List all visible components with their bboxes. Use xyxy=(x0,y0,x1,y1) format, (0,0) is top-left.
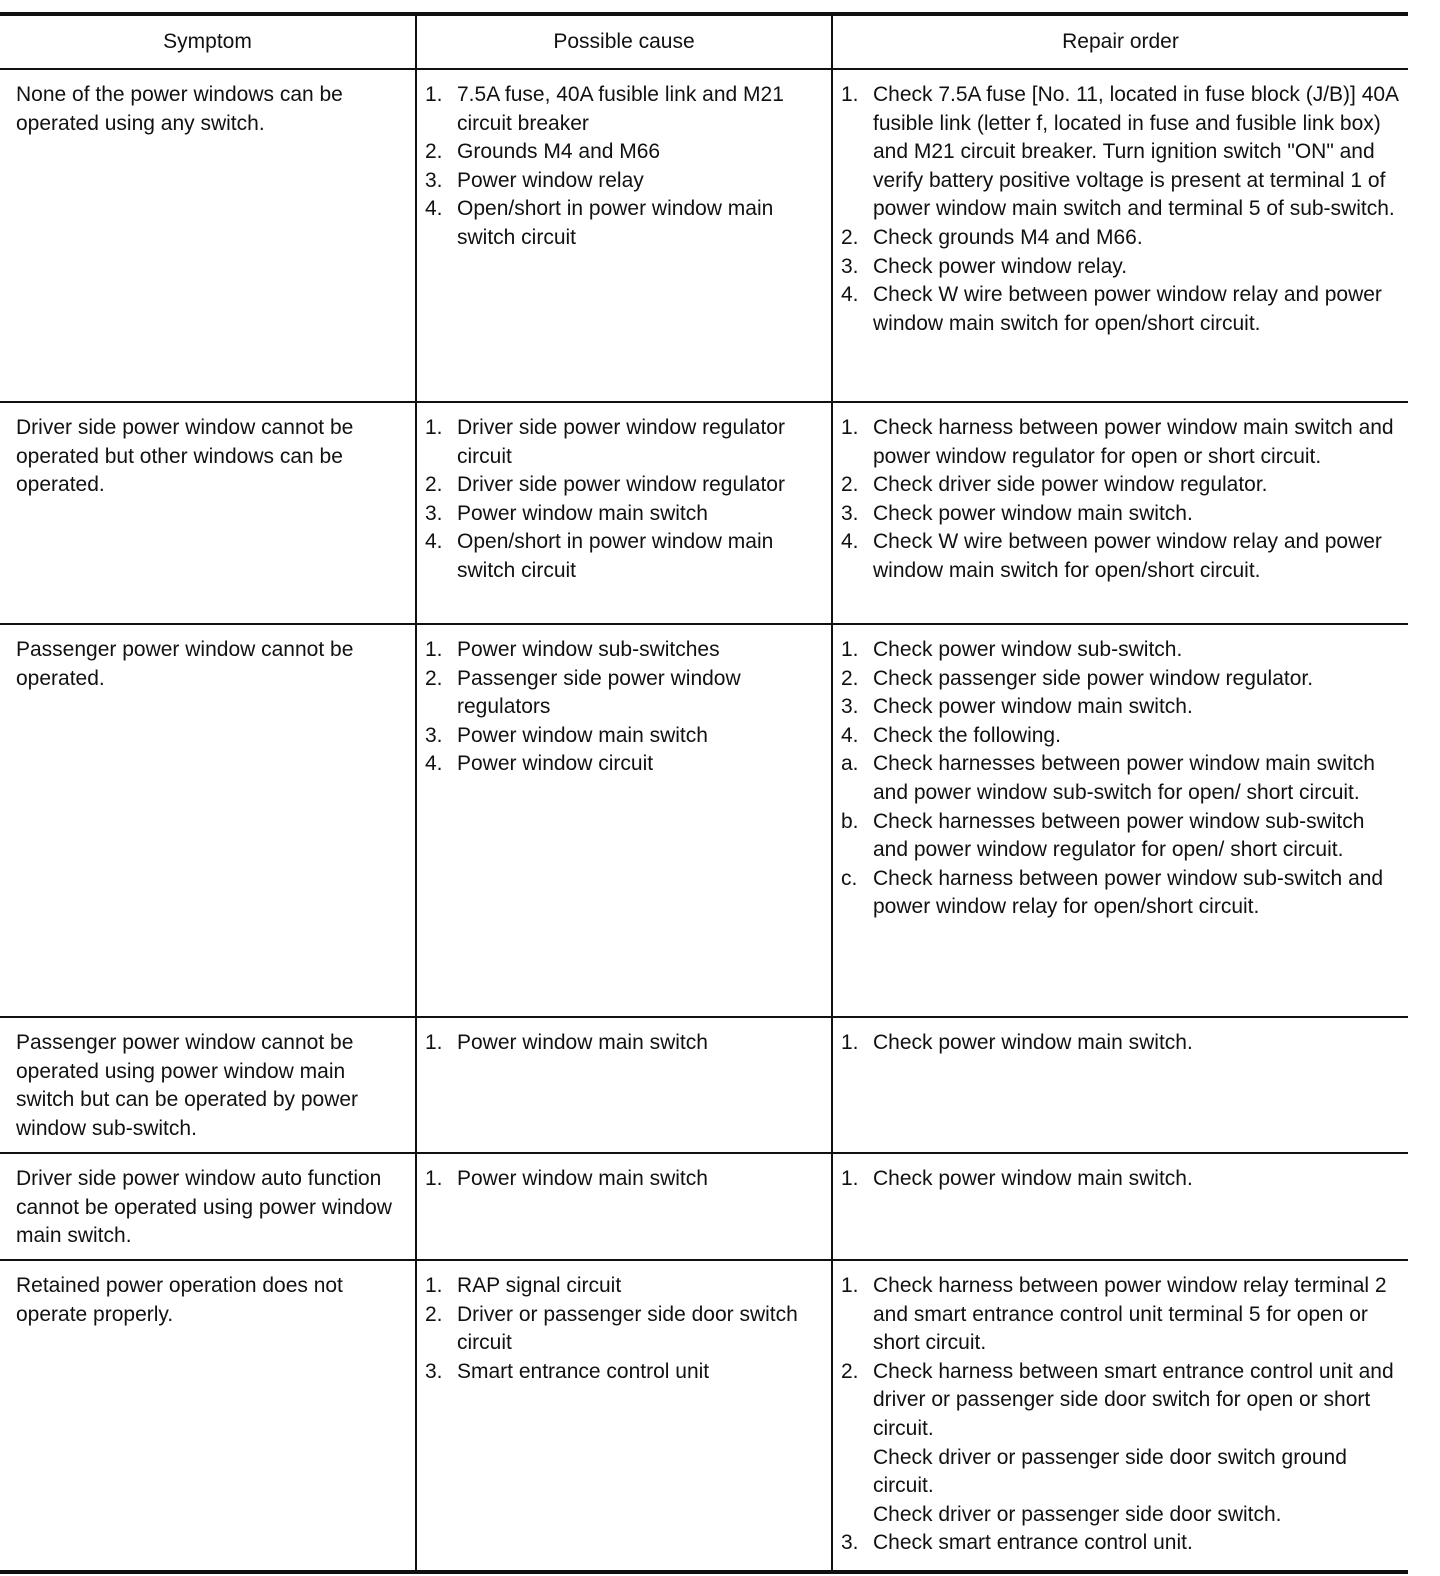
cause-cell xyxy=(416,69,832,402)
repair-item-text: Check power window main switch. xyxy=(873,1031,1193,1054)
repair-item-text: Check driver or passenger side door switch ground circuit. xyxy=(873,1445,1347,1498)
cause-item-list xyxy=(425,1272,825,1386)
cause-cell xyxy=(416,624,832,1017)
cause-item-text: Power window main switch xyxy=(457,723,708,747)
cause-item xyxy=(425,1272,825,1301)
repair-item xyxy=(841,808,1398,865)
cause-item xyxy=(425,81,825,138)
repair-item-number: 2. xyxy=(841,1359,859,1383)
repair-cell xyxy=(832,1260,1408,1572)
cause-item-text: Power window circuit xyxy=(457,752,654,776)
cause-item-number: 4. xyxy=(425,530,443,554)
cause-item-number: 3. xyxy=(425,1359,443,1383)
repair-item xyxy=(841,750,1398,807)
repair-item xyxy=(841,665,1398,694)
cause-item-number: 4. xyxy=(425,197,443,221)
cause-item-text: Driver side power window regulator xyxy=(457,473,785,497)
repair-item-text: Check smart entrance control unit. xyxy=(873,1531,1193,1555)
repair-item-text: Check harness between power window relay terminal 2 and smart entrance control unit terminal 5 for open or short circuit. xyxy=(873,1274,1387,1355)
table-row xyxy=(0,1017,1408,1153)
repair-item xyxy=(841,1444,1398,1501)
repair-item-list xyxy=(841,1029,1398,1058)
cause-item-text: Power window main switch xyxy=(457,501,708,525)
table-row xyxy=(0,1153,1408,1260)
repair-cell xyxy=(832,1153,1408,1260)
repair-item-number: 1. xyxy=(841,638,859,661)
repair-item-list xyxy=(841,81,1398,338)
cause-item-number: 2. xyxy=(425,473,443,497)
cause-item xyxy=(425,195,825,252)
cause-item-text: Open/short in power window main switch circuit xyxy=(457,197,774,249)
table-row xyxy=(0,1260,1408,1572)
repair-item-text: Check power window relay. xyxy=(873,254,1128,278)
cause-item-text: Driver or passenger side door switch circuit xyxy=(457,1302,798,1355)
repair-item-number: a. xyxy=(841,752,859,776)
repair-item-text: Check 7.5A fuse [No. 11, located in fuse block (J/B)] 40A fusible link (letter f, located in fuse and fusible link box) and M21 circuit breaker. Turn ignition switch "ON" and verify battery positive voltage is present at terminal 1 of power window main switch and terminal 5 of sub-switch. xyxy=(873,83,1398,221)
repair-item-number: 2. xyxy=(841,473,859,497)
repair-cell xyxy=(832,624,1408,1017)
repair-item-text: Check power window main switch. xyxy=(873,1167,1193,1190)
repair-item-list xyxy=(841,636,1398,922)
repair-item xyxy=(841,281,1398,338)
cause-item-text: Power window sub-switches xyxy=(457,638,720,661)
repair-item-number: 3. xyxy=(841,695,859,719)
repair-item-text: Check grounds M4 and M66. xyxy=(873,225,1143,249)
repair-item xyxy=(841,1501,1398,1530)
repair-item-text: Check driver side power window regulator. xyxy=(873,473,1268,497)
cause-item-list xyxy=(425,636,825,779)
repair-item xyxy=(841,528,1398,585)
symptom-cell: Driver side power window cannot be operated but other windows can be operated. xyxy=(0,402,416,624)
repair-item-number: 1. xyxy=(841,1031,859,1054)
repair-item-number: 1. xyxy=(841,1167,859,1190)
repair-item-number: 1. xyxy=(841,1274,859,1297)
cause-item-list xyxy=(425,1165,825,1194)
repair-item xyxy=(841,636,1398,665)
cause-item-number: 1. xyxy=(425,1031,443,1054)
repair-item xyxy=(841,500,1398,529)
cause-item xyxy=(425,1029,825,1058)
cause-item-number: 3. xyxy=(425,501,443,525)
repair-item-number: 3. xyxy=(841,501,859,525)
cause-item-number: 1. xyxy=(425,638,443,661)
header-symptom: Symptom xyxy=(0,14,416,69)
symptom-cell: None of the power windows can be operated using any switch. xyxy=(0,69,416,402)
symptom-table xyxy=(0,12,1408,1574)
cause-item-list xyxy=(425,414,825,586)
repair-item-text: Check harnesses between power window main switch and power window sub-switch for open/ short circuit. xyxy=(873,752,1375,804)
cause-item xyxy=(425,1358,825,1387)
repair-item xyxy=(841,253,1398,282)
cause-item-number: 2. xyxy=(425,666,443,690)
cause-item-text: Driver side power window regulator circuit xyxy=(457,416,785,468)
cause-item-number: 4. xyxy=(425,752,443,776)
cause-cell xyxy=(416,1017,832,1153)
cause-item-number: 2. xyxy=(425,1302,443,1326)
repair-item xyxy=(841,1272,1398,1358)
cause-item xyxy=(425,528,825,585)
cause-cell xyxy=(416,402,832,624)
cause-item-text: Power window relay xyxy=(457,168,644,192)
cause-item-text: Smart entrance control unit xyxy=(457,1359,710,1383)
cause-item-text: RAP signal circuit xyxy=(457,1274,622,1297)
cause-item xyxy=(425,500,825,529)
table-row xyxy=(0,69,1408,402)
cause-item xyxy=(425,750,825,779)
cause-cell xyxy=(416,1153,832,1260)
repair-item xyxy=(841,1529,1398,1558)
repair-item-number: 2. xyxy=(841,225,859,249)
cause-item-list xyxy=(425,81,825,253)
repair-item-text: Check power window sub-switch. xyxy=(873,638,1183,661)
repair-item-text: Check harnesses between power window sub-switch and power window regulator for open/ short circuit. xyxy=(873,809,1365,862)
repair-item-text: Check harness between power window main switch and power window regulator for open or short circuit. xyxy=(873,416,1394,468)
header-row xyxy=(0,14,1408,69)
repair-item-text: Check passenger side power window regulator. xyxy=(873,666,1314,690)
cause-item-text: Grounds M4 and M66 xyxy=(457,140,661,164)
cause-item-number: 3. xyxy=(425,723,443,747)
repair-item xyxy=(841,81,1398,224)
repair-item-text: Check harness between smart entrance control unit and driver or passenger side door switch for open or short circuit. xyxy=(873,1359,1394,1440)
cause-item-number: 3. xyxy=(425,168,443,192)
cause-item-text: Passenger side power window regulators xyxy=(457,666,741,719)
cause-item xyxy=(425,471,825,500)
cause-item-text: Open/short in power window main switch circuit xyxy=(457,530,774,582)
cause-item xyxy=(425,167,825,196)
repair-item-number: b. xyxy=(841,809,859,833)
cause-cell xyxy=(416,1260,832,1572)
cause-item xyxy=(425,138,825,167)
symptom-cell: Retained power operation does not operate properly. xyxy=(0,1260,416,1572)
table-row xyxy=(0,624,1408,1017)
repair-item-text: Check harness between power window sub-switch and power window relay for open/short circuit. xyxy=(873,866,1384,919)
repair-item-number: 4. xyxy=(841,530,859,554)
cause-item-number: 1. xyxy=(425,416,443,439)
repair-item-list xyxy=(841,1165,1398,1194)
repair-item-list xyxy=(841,414,1398,586)
repair-item xyxy=(841,1165,1398,1194)
repair-item-number: 3. xyxy=(841,254,859,278)
cause-item xyxy=(425,636,825,665)
repair-item-text: Check W wire between power window relay and power window main switch for open/short circuit. xyxy=(873,283,1382,335)
repair-item-number: 4. xyxy=(841,723,859,747)
repair-item-list xyxy=(841,1272,1398,1558)
repair-item xyxy=(841,1358,1398,1444)
header-repair-order: Repair order xyxy=(832,14,1408,69)
cause-item-number: 1. xyxy=(425,83,443,106)
repair-item xyxy=(841,693,1398,722)
cause-item-number: 2. xyxy=(425,140,443,164)
repair-item xyxy=(841,865,1398,922)
cause-item xyxy=(425,665,825,722)
repair-item-text: Check the following. xyxy=(873,723,1061,747)
cause-item-text: Power window main switch xyxy=(457,1031,708,1054)
symptom-cell: Passenger power window cannot be operated using power window main switch but can be operated by power window sub-switch. xyxy=(0,1017,416,1153)
repair-item xyxy=(841,414,1398,471)
repair-item-number: 4. xyxy=(841,283,859,307)
cause-item-text: Power window main switch xyxy=(457,1167,708,1190)
repair-item-number: c. xyxy=(841,866,858,890)
cause-item-number: 1. xyxy=(425,1274,443,1297)
repair-item-text: Check power window main switch. xyxy=(873,501,1193,525)
symptom-cell: Driver side power window auto function cannot be operated using power window main switch. xyxy=(0,1153,416,1260)
repair-item-text: Check power window main switch. xyxy=(873,695,1193,719)
repair-item-number: 1. xyxy=(841,83,859,106)
repair-cell xyxy=(832,402,1408,624)
repair-item-text: Check W wire between power window relay and power window main switch for open/short circuit. xyxy=(873,530,1382,582)
repair-item-number: 1. xyxy=(841,416,859,439)
repair-cell xyxy=(832,1017,1408,1153)
repair-item-number: 2. xyxy=(841,666,859,690)
cause-item-number: 1. xyxy=(425,1167,443,1190)
repair-item xyxy=(841,1029,1398,1058)
cause-item-text: 7.5A fuse, 40A fusible link and M21 circuit breaker xyxy=(457,83,784,135)
cause-item xyxy=(425,722,825,751)
cause-item xyxy=(425,1165,825,1194)
repair-item-number: 3. xyxy=(841,1531,859,1555)
repair-item-text: Check driver or passenger side door switch. xyxy=(873,1502,1282,1526)
cause-item xyxy=(425,414,825,471)
repair-item xyxy=(841,722,1398,751)
repair-item xyxy=(841,471,1398,500)
repair-item xyxy=(841,224,1398,253)
header-possible-cause: Possible cause xyxy=(416,14,832,69)
symptom-cell: Passenger power window cannot be operated. xyxy=(0,624,416,1017)
cause-item-list xyxy=(425,1029,825,1058)
repair-cell xyxy=(832,69,1408,402)
table-row xyxy=(0,402,1408,624)
cause-item xyxy=(425,1301,825,1358)
